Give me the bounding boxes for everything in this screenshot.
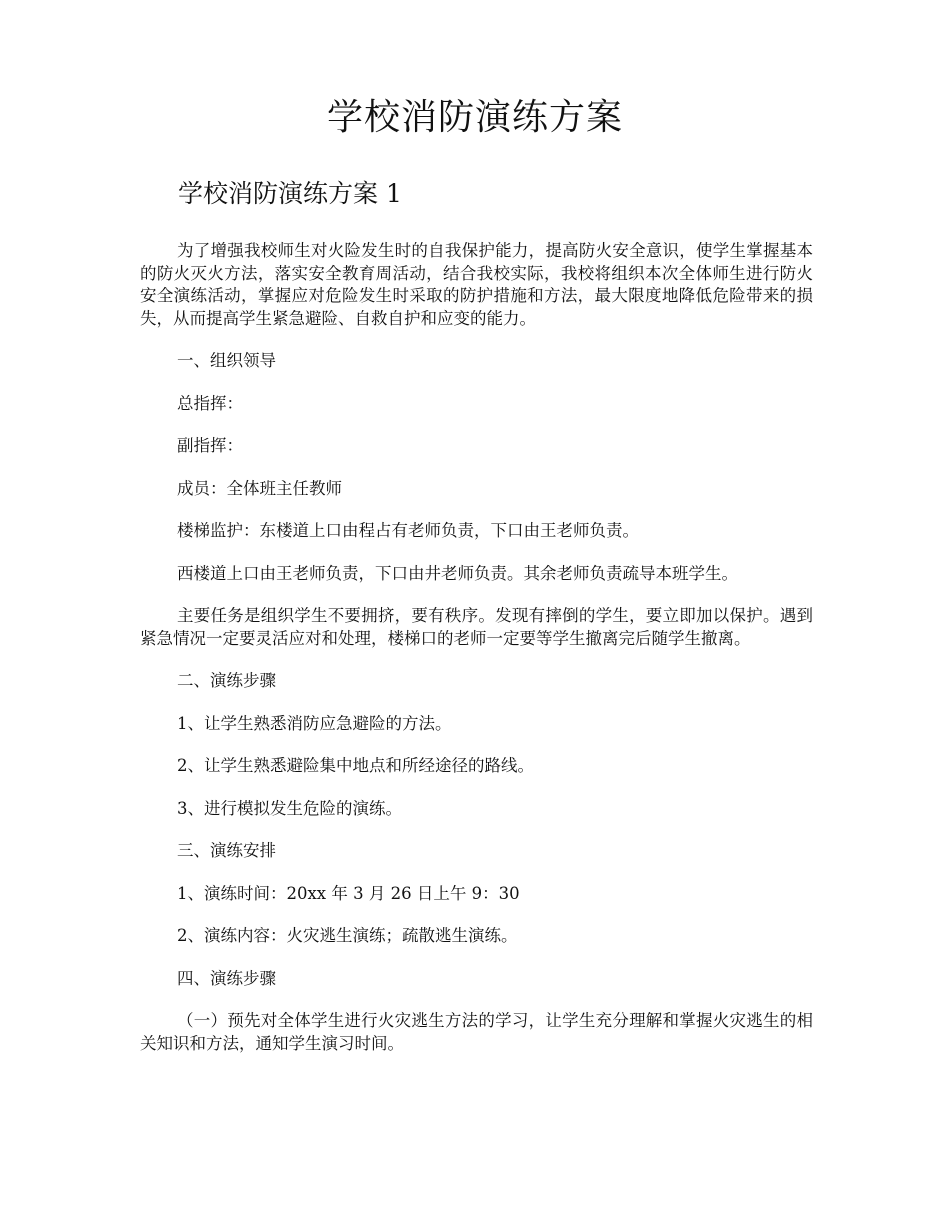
section-title: 学校消防演练方案 1	[178, 179, 402, 208]
heading-drill-arrangement: 三、演练安排	[177, 841, 276, 860]
paragraph-procedure-1: （一）预先对全体学生进行火灾逃生方法的学习，让学生充分理解和掌握火灾逃生的相关知识和方法，通知学生演习时间。	[140, 1011, 813, 1053]
paragraph-members: 成员：全体班主任教师	[177, 478, 342, 498]
document-body	[140, 240, 813, 1075]
paragraph-stair-monitor-east: 楼梯监护：东楼道上口由程占有老师负责，下口由王老师负责。	[177, 521, 639, 540]
heading-drill-procedure: 四、演练步骤	[177, 968, 276, 988]
list-item-step-1: 1、让学生熟悉消防应急避险的方法。	[177, 713, 452, 733]
paragraph-main-tasks: 主要任务是组织学生不要拥挤，要有秩序。发现有摔倒的学生，要立即加以保护。遇到紧急情况一定要灵活应对和处理，楼梯口的老师一定要等学生撤离完后随学生撤离。	[140, 606, 813, 648]
paragraph-commander: 总指挥：	[177, 393, 243, 413]
paragraph-deputy-commander: 副指挥：	[177, 436, 243, 455]
document-title: 学校消防演练方案	[326, 97, 623, 138]
intro-paragraph: 为了增强我校师生对火险发生时的自我保护能力，提高防火安全意识，使学生掌握基本的防火灭火方法，落实安全教育周活动，结合我校实际，我校将组织本次全体师生进行防火安全演练活动，掌握应对危险发生时采取的防护措施和方法，最大限度地降低危险带来的损失，从而提高学生紧急避险、自救自护和应变的能力。	[140, 241, 813, 328]
heading-drill-steps: 二、演练步骤	[177, 671, 276, 690]
paragraph-stair-monitor-west: 西楼道上口由王老师负责，下口由井老师负责。其余老师负责疏导本班学生。	[177, 563, 738, 583]
heading-organization: 一、组织领导	[177, 351, 276, 370]
list-item-step-3: 3、进行模拟发生危险的演练。	[177, 798, 402, 818]
list-item-drill-content: 2、演练内容：火灾逃生演练；疏散逃生演练。	[177, 926, 518, 945]
list-item-step-2: 2、让学生熟悉避险集中地点和所经途径的路线。	[177, 756, 534, 775]
list-item-drill-time: 1、演练时间：20xx 年 3 月 26 日上午 9：30	[177, 883, 520, 903]
